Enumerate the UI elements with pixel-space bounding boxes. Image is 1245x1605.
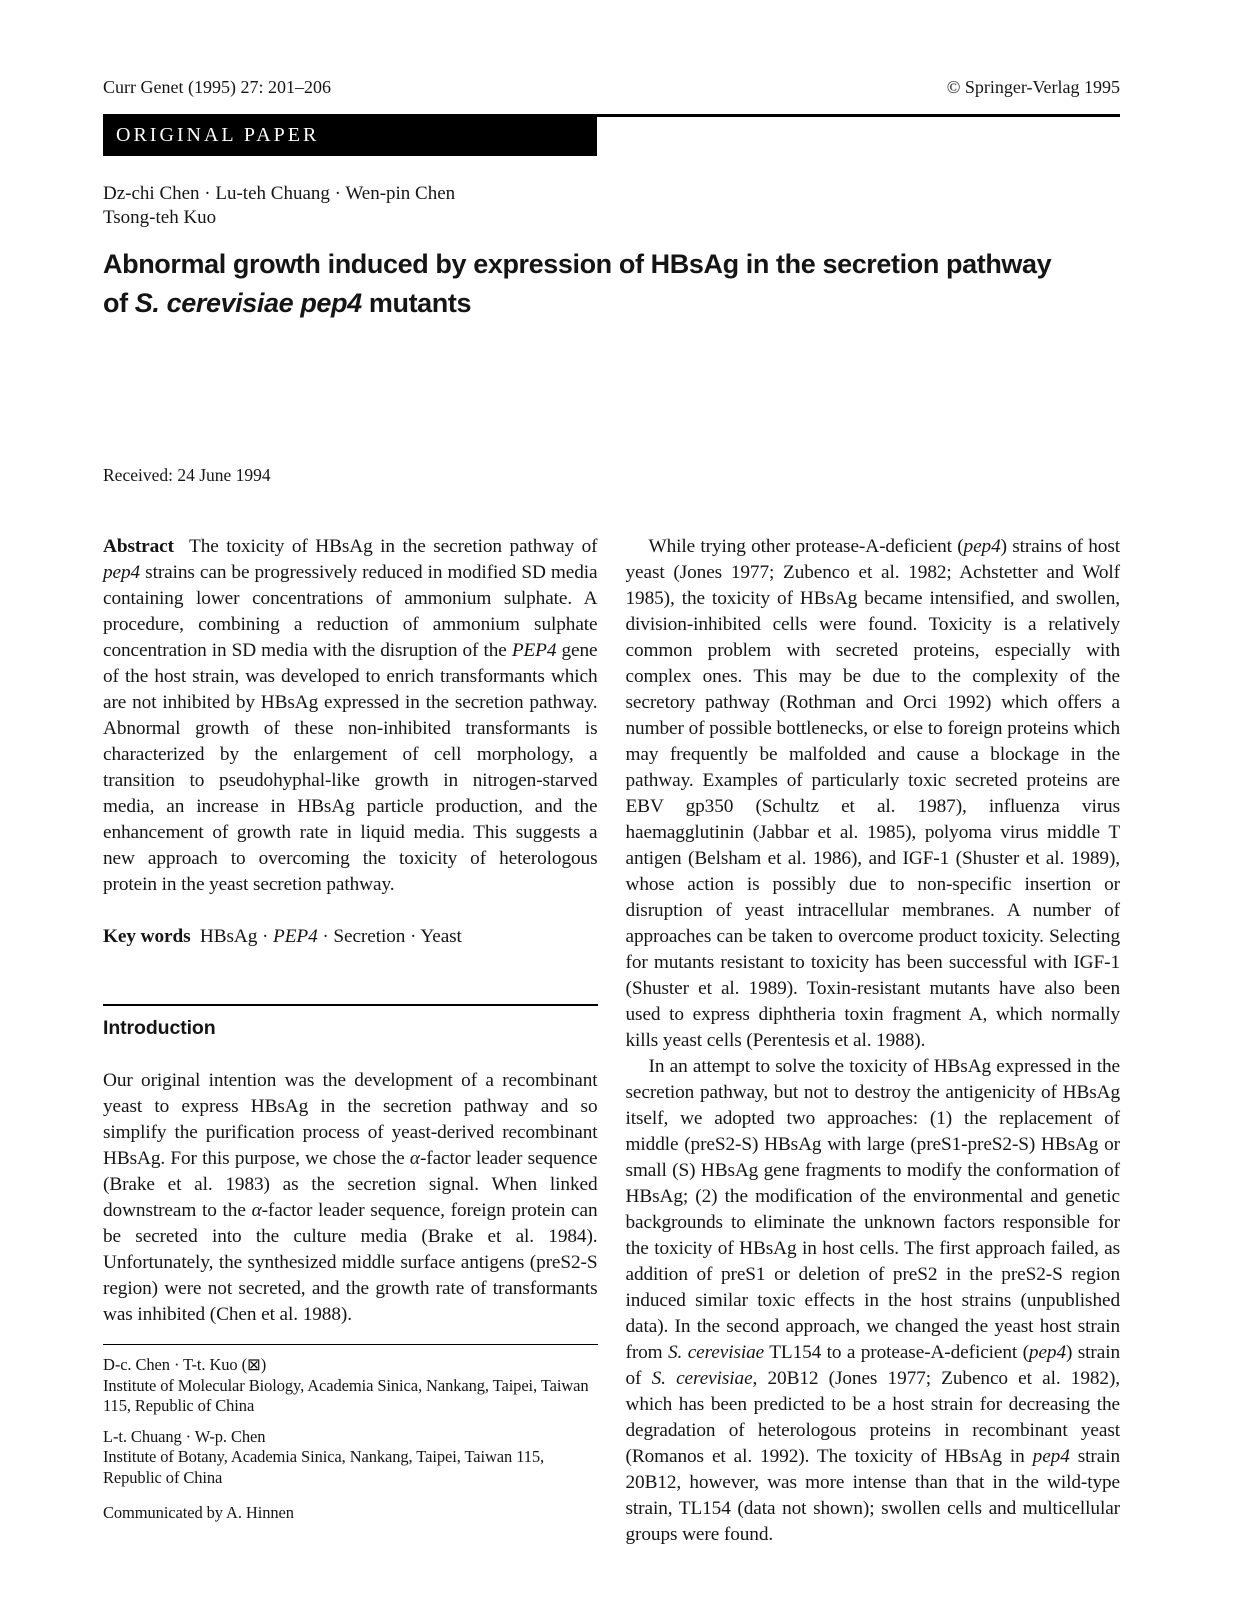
category-label: ORIGINAL PAPER bbox=[116, 123, 320, 146]
footnote-1 bbox=[103, 1355, 598, 1417]
abstract-text: The toxicity of HBsAg in the secretion pathway of pep4 strains can be progressively reduced in modified SD media containing lower concentrations of ammonium sulphate. A procedure, combining a reduction of ammonium sulphate concentration in SD media with the disruption of the PEP4 gene of the host strain, was developed to enrich transformants which are not inhibited by HBsAg expressed in the secretion pathway. Abnormal growth of these non-inhibited transformants is characterized by the enlargement of cell morphology, a transition to pseudohyphal-like growth in nitrogen-starved media, an increase in HBsAg particle production, and the enhancement of growth rate in liquid media. This suggests a new approach to overcoming the toxicity of heterologous protein in the yeast secretion pathway. bbox=[103, 536, 598, 895]
right-column bbox=[626, 534, 1121, 1548]
author-line-1: Dz-chi Chen · Lu-teh Chuang · Wen-pin Chen bbox=[103, 183, 456, 204]
footnote-2-affiliation: Institute of Botany, Academia Sinica, Nankang, Taipei, Taiwan 115, Republic of China bbox=[103, 1447, 545, 1487]
paper-title bbox=[103, 245, 1120, 323]
page-header bbox=[103, 76, 1120, 98]
communicated-by: Communicated by A. Hinnen bbox=[103, 1503, 294, 1522]
footnote-2-authors: L-t. Chuang · W-p. Chen bbox=[103, 1426, 266, 1446]
introduction-paragraph: Our original intention was the development of a recombinant yeast to express HBsAg in the secretion pathway and so simplify the purification process of yeast-derived recombinant HBsAg. For this purpose, we chose the α-factor leader sequence (Brake et al. 1983) as the secretion signal. When linked downstream to the α-factor leader sequence, foreign protein can be secreted into the culture media (Brake et al. 1984). Unfortunately, the synthesized middle surface antigens (preS2-S region) were not secreted, and the growth rate of transformants was inhibited (Chen et al. 1988). bbox=[103, 1070, 598, 1325]
body-paragraph-1: While trying other protease-A-deficient (pep4) strains of host yeast (Jones 1977; Zubenco et al. 1982; Achstetter and Wolf 1985), the toxicity of HBsAg became intensified, and swollen, division-inhibited cells were found. Toxicity is a relatively common problem with secreted proteins, especially with complex ones. This may be due to the complexity of the secretory pathway (Rothman and Orci 1992) which offers a number of possible bottlenecks, or else to foreign proteins which may frequently be malfolded and cause a blockage in the pathway. Examples of particularly toxic secreted proteins are EBV gp350 (Schultz et al. 1987), influenza virus haemagglutinin (Jabbar et al. 1985), polyoma virus middle T antigen (Belsham et al. 1986), and IGF-1 (Shuster et al. 1989), whose action is possibly due to non-specific insertion or disruption of yeast intracellular membranes. A number of approaches can be taken to overcome product toxicity. Selecting for mutants resistant to toxicity has been successful with IGF-1 (Shuster et al. 1989). Toxin-resistant mutants have also been used to express diphtheria toxin fragment A, which normally kills yeast cells (Perentesis et al. 1988). bbox=[625, 536, 1120, 1051]
category-banner-row bbox=[103, 114, 1120, 156]
body-paragraph-2: In an attempt to solve the toxicity of HBsAg expressed in the secretion pathway, but not to destroy the antigenicity of HBsAg itself, we adopted two approaches: (1) the replacement of middle (preS2-S) HBsAg with large (preS1-preS2-S) HBsAg or small (S) HBsAg gene fragments to modify the conformation of HBsAg; (2) the modification of the environmental and genetic backgrounds to eliminate the unknown factors responsible for the toxicity of HBsAg in host cells. The first approach failed, as addition of preS1 or deletion of preS2 in the preS2-S region induced similar toxic effects in the host strains (unpublished data). In the second approach, we changed the yeast host strain from S. cerevisiae TL154 to a protease-A-deficient (pep4) strain of S. cerevisiae, 20B12 (Jones 1977; Zubenco et al. 1982), which has been predicted to be a host strain for decreasing the degradation of heterologous proteins in recombinant yeast (Romanos et al. 1992). The toxicity of HBsAg in pep4 strain 20B12, however, was more intense than that in the wild-type strain, TL154 (data not shown); swollen cells and multicellular groups were found. bbox=[625, 1056, 1120, 1545]
category-banner bbox=[103, 114, 597, 156]
footnote-1-affiliation: Institute of Molecular Biology, Academia Sinica, Nankang, Taipei, Taiwan 115, Republic of China bbox=[103, 1375, 589, 1415]
paper-title-line-1: Abnormal growth induced by expression of HBsAg in the secretion pathway bbox=[103, 249, 1052, 279]
author-line-2: Tsong-teh Kuo bbox=[103, 207, 217, 228]
two-column-body bbox=[103, 534, 1120, 1548]
introduction-heading: Introduction bbox=[103, 1017, 216, 1039]
copyright-notice: © Springer-Verlag 1995 bbox=[946, 77, 1120, 97]
journal-reference: Curr Genet (1995) 27: 201–206 bbox=[103, 77, 331, 97]
footnote-2 bbox=[103, 1427, 598, 1489]
paper-title-line-2: of S. cerevisiae pep4 mutants bbox=[103, 288, 472, 318]
introduction-divider bbox=[103, 1004, 598, 1006]
keywords-text: HBsAg · PEP4 · Secretion · Yeast bbox=[199, 926, 462, 947]
keywords-line bbox=[103, 924, 598, 950]
abstract-label: Abstract bbox=[103, 536, 174, 557]
footnote-divider bbox=[103, 1344, 598, 1345]
footnotes bbox=[103, 1355, 598, 1524]
keywords-label: Key words bbox=[103, 926, 191, 947]
author-list bbox=[103, 182, 1120, 230]
abstract-paragraph bbox=[103, 534, 598, 898]
left-column bbox=[103, 534, 598, 1548]
received-date: Received: 24 June 1994 bbox=[103, 465, 271, 485]
footnote-1-authors: D-c. Chen · T-t. Kuo (⊠) bbox=[103, 1355, 267, 1374]
